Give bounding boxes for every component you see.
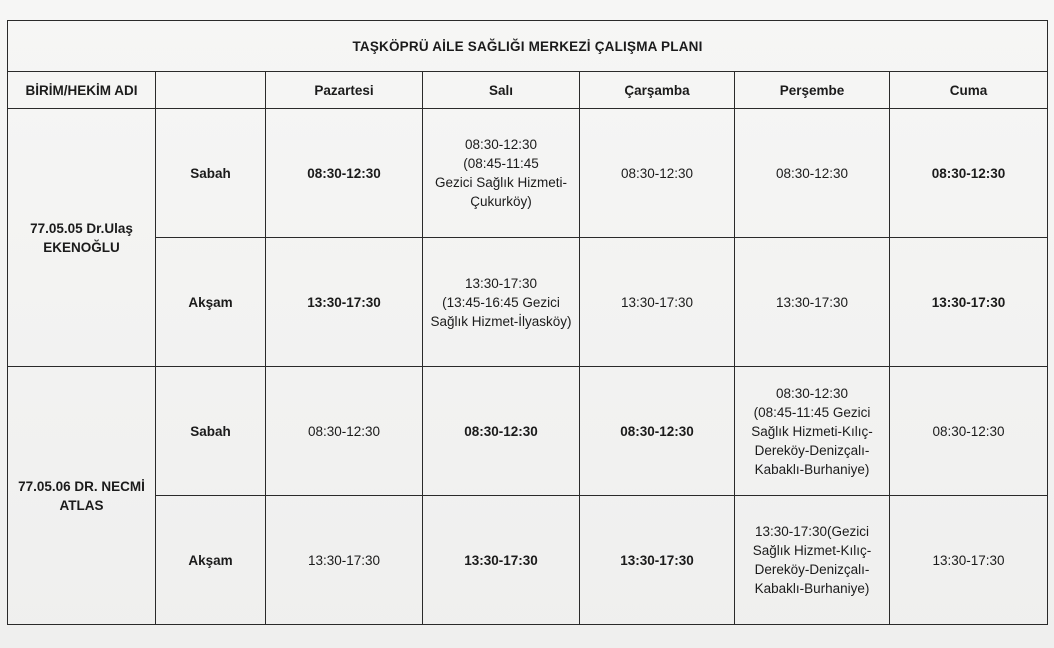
schedule-cell-tuesday: 08:30-12:30	[423, 367, 580, 496]
schedule-row	[8, 367, 1048, 496]
day-header-monday: Pazartesi	[266, 72, 423, 109]
schedule-cell-wednesday: 08:30-12:30	[580, 109, 735, 238]
schedule-cell-thursday: 08:30-12:30 (08:45-11:45 Gezici Sağlık Hizmeti-Kılıç- Dereköy-Denizçalı- Kabaklı-Burhaniye)	[735, 367, 890, 496]
schedule-cell-friday: 08:30-12:30	[890, 109, 1048, 238]
schedule-cell-monday: 08:30-12:30	[266, 109, 423, 238]
schedule-cell-friday: 13:30-17:30	[890, 496, 1048, 625]
schedule-cell-monday: 13:30-17:30	[266, 496, 423, 625]
period-label: Akşam	[156, 238, 266, 367]
schedule-title: TAŞKÖPRÜ AİLE SAĞLIĞI MERKEZİ ÇALIŞMA PLANI	[8, 21, 1048, 72]
schedule-row	[8, 238, 1048, 367]
schedule-cell-wednesday: 13:30-17:30	[580, 496, 735, 625]
schedule-cell-tuesday: 08:30-12:30 (08:45-11:45 Gezici Sağlık Hizmeti- Çukurköy)	[423, 109, 580, 238]
schedule-cell-wednesday: 08:30-12:30	[580, 367, 735, 496]
schedule-cell-friday: 13:30-17:30	[890, 238, 1048, 367]
work-schedule-table	[7, 20, 1048, 625]
schedule-body	[8, 109, 1048, 625]
schedule-cell-wednesday: 13:30-17:30	[580, 238, 735, 367]
period-label: Sabah	[156, 109, 266, 238]
day-header-thursday: Perşembe	[735, 72, 890, 109]
schedule-cell-tuesday: 13:30-17:30	[423, 496, 580, 625]
schedule-row	[8, 496, 1048, 625]
schedule-row	[8, 109, 1048, 238]
schedule-cell-monday: 08:30-12:30	[266, 367, 423, 496]
schedule-cell-thursday: 08:30-12:30	[735, 109, 890, 238]
schedule-cell-friday: 08:30-12:30	[890, 367, 1048, 496]
schedule-cell-thursday: 13:30-17:30(Gezici Sağlık Hizmet-Kılıç- Dereköy-Denizçalı- Kabaklı-Burhaniye)	[735, 496, 890, 625]
day-header-friday: Cuma	[890, 72, 1048, 109]
day-header-tuesday: Salı	[423, 72, 580, 109]
day-header-wednesday: Çarşamba	[580, 72, 735, 109]
schedule-cell-monday: 13:30-17:30	[266, 238, 423, 367]
header-row	[8, 72, 1048, 109]
unit-column-header: BİRİM/HEKİM ADI	[8, 72, 156, 109]
period-label: Akşam	[156, 496, 266, 625]
schedule-cell-tuesday: 13:30-17:30 (13:45-16:45 Gezici Sağlık Hizmet-İlyasköy)	[423, 238, 580, 367]
period-column-header	[156, 72, 266, 109]
schedule-cell-thursday: 13:30-17:30	[735, 238, 890, 367]
unit-physician-name: 77.05.05 Dr.Ulaş EKENOĞLU	[8, 109, 156, 367]
period-label: Sabah	[156, 367, 266, 496]
unit-physician-name: 77.05.06 DR. NECMİ ATLAS	[8, 367, 156, 625]
